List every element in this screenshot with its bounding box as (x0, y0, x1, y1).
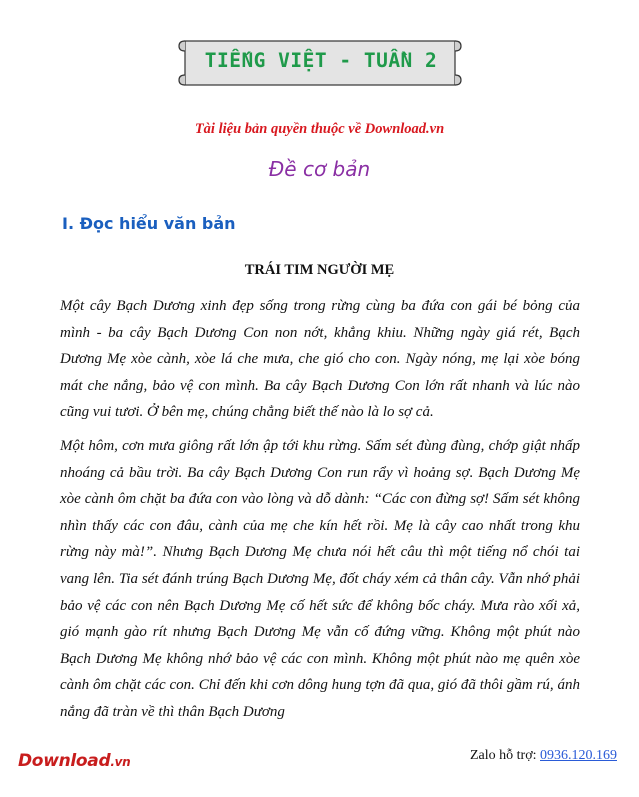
story-title: TRÁI TIM NGƯỜI MẸ (244, 262, 395, 278)
download-logo[interactable] (18, 751, 130, 771)
support-phone-link[interactable]: 0936.120.169 (540, 748, 617, 763)
support-label: Zalo hỗ trợ: (470, 748, 540, 763)
page-title: TIẾNG VIỆT - TUẦN 2 (204, 49, 438, 72)
logo-suffix: .vn (110, 755, 131, 769)
story-paragraph-2: Một hôm, cơn mưa giông rất lớn ập tới khu rừng. Sấm sét đùng đùng, chớp giật nhấp nhoáng cả bầu trời. Ba cây Bạch Dương Con run rẩy vì hoảng sợ. Bạch Dương Mẹ xòe cành ôm chặt ba đứa con vào lòng và dỗ dành: “Các con đừng sợ! Sấm sét không nhìn thấy các con đâu, cành của mẹ che kín hết rồi. Mẹ là cây cao nhất trong khu rừng này mà!”. Nhưng Bạch Dương Mẹ chưa nói hết câu thì một tiếng nổ chói tai vang lên. Tia sét đánh trúng Bạch Dương Mẹ, đốt cháy xém cả thân cây. Vẫn nhớ phải bảo vệ các con nên Bạch Dương Mẹ cố hết sức để không bốc cháy. Mưa rào xối xả, gió mạnh gào rít nhưng Bạch Dương Mẹ vẫn cố đứng vững. Không một phút nào Bạch Dương Mẹ không nhớ bảo vệ các con mình. Không một phút nào mẹ quên xòe cành ôm chặt các con. Chỉ đến khi cơn dông hung tợn đã qua, gió đã thôi gầm rú, ánh nắng đã tràn về thì thân Bạch Dương (60, 438, 580, 720)
story-paragraph-1: Một cây Bạch Dương xinh đẹp sống trong rừng cùng ba đứa con gái bé bỏng của mình - ba cây Bạch Dương Con non nớt, khẳng khiu. Những ngày giá rét, Bạch Dương Mẹ xòe cành, xòe lá che mưa, che gió cho con. Ngày nóng, mẹ lại xòe bóng mát che nắng, bảo vệ con mình. Ba cây Bạch Dương Con lớn rất nhanh và lúc nào cũng vui tươi. Ở bên mẹ, chúng chẳng biết thế nào là lo sợ cả. (60, 298, 580, 421)
section-heading: I. Đọc hiểu văn bản (62, 214, 236, 233)
support-contact (470, 748, 617, 764)
copyright-notice: Tài liệu bản quyền thuộc về Download.vn (194, 121, 445, 137)
title-banner (176, 37, 464, 89)
exam-level: Đề cơ bản (268, 157, 371, 181)
logo-main-text: Download (18, 751, 111, 771)
